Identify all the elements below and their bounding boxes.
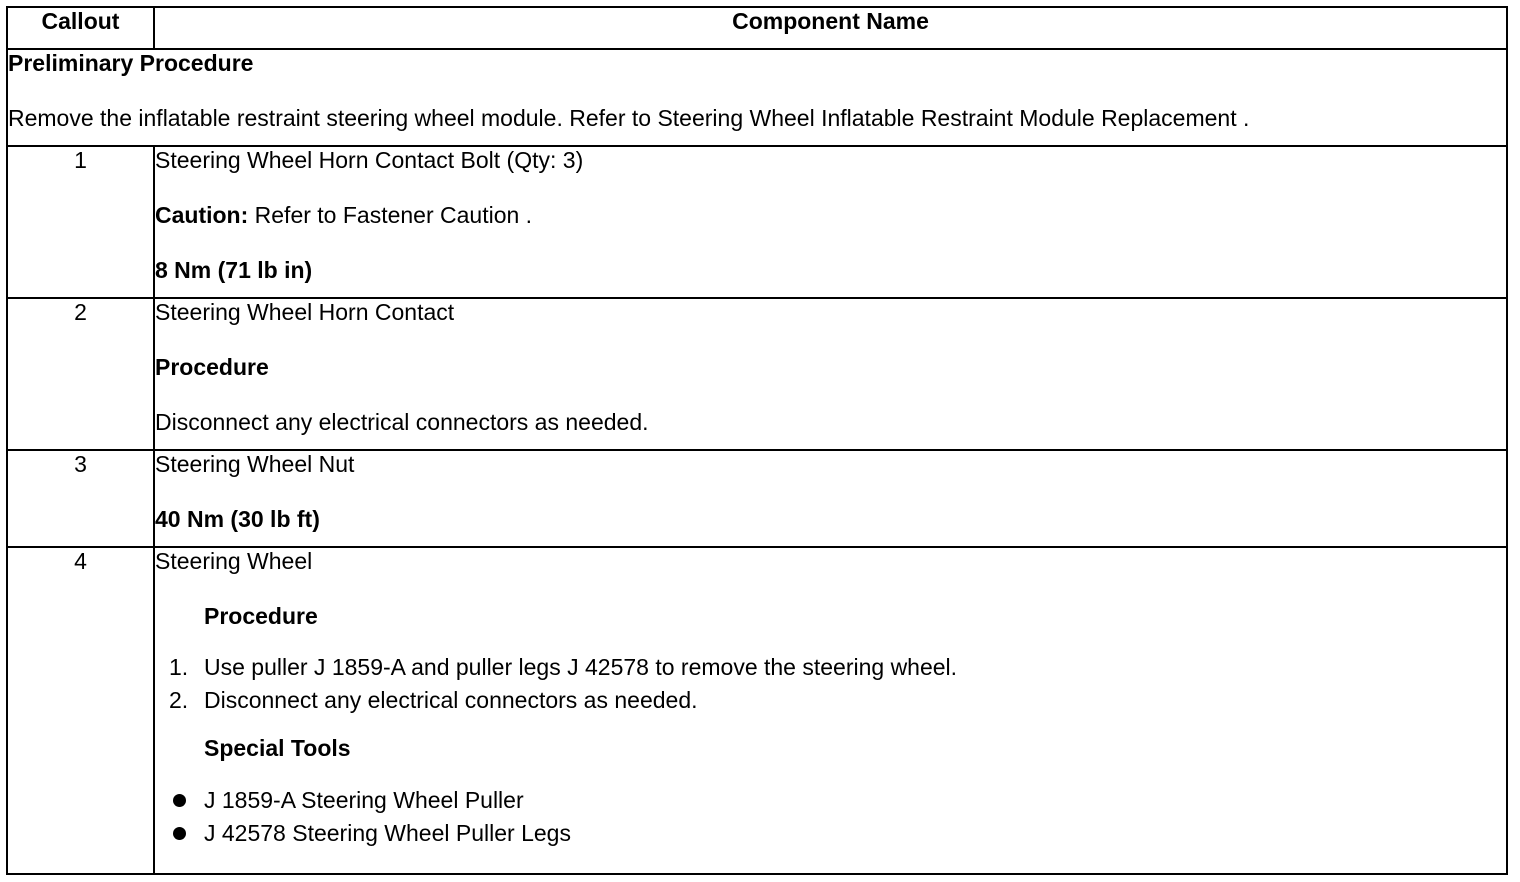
torque-spec: 40 Nm (30 lb ft) <box>155 506 320 532</box>
tool-text: J 42578 Steering Wheel Puller Legs <box>204 820 571 846</box>
callout-header: Callout <box>7 7 154 49</box>
procedure-label: Procedure <box>204 603 318 629</box>
preliminary-row <box>7 49 1507 146</box>
procedure-text: Disconnect any electrical connectors as needed. <box>155 409 649 435</box>
preliminary-text: Remove the inflatable restraint steering wheel module. Refer to Steering Wheel Inflatable Restraint Module Replacement . <box>8 105 1250 131</box>
table-row <box>7 547 1507 874</box>
step-text: Use puller J 1859-A and puller legs J 42578 to remove the steering wheel. <box>204 654 958 680</box>
component-name: Steering Wheel Horn Contact Bolt (Qty: 3) <box>155 147 584 173</box>
table-row <box>7 146 1507 298</box>
torque-spec: 8 Nm (71 lb in) <box>155 257 313 283</box>
caution-label: Caution: <box>155 202 249 228</box>
component-name: Steering Wheel Horn Contact <box>155 299 455 325</box>
procedure-table <box>6 6 1508 875</box>
component-cell <box>154 298 1507 450</box>
bullet-icon <box>173 794 186 807</box>
component-cell <box>154 450 1507 547</box>
component-name-header: Component Name <box>154 7 1507 49</box>
header-row <box>7 7 1507 49</box>
table-row <box>7 298 1507 450</box>
component-name: Steering Wheel <box>155 548 313 574</box>
callout-number: 2 <box>7 298 154 450</box>
caution-line <box>155 202 1506 228</box>
callout-number: 1 <box>7 146 154 298</box>
tool-text: J 1859-A Steering Wheel Puller <box>204 787 524 813</box>
special-tools-label: Special Tools <box>204 735 351 761</box>
component-cell <box>154 146 1507 298</box>
step-number: 1. <box>169 654 189 680</box>
procedure-label: Procedure <box>155 354 269 380</box>
callout-number: 3 <box>7 450 154 547</box>
preliminary-title: Preliminary Procedure <box>8 50 254 76</box>
special-tool-item <box>155 784 1506 817</box>
procedure-step <box>155 684 1506 717</box>
table-row <box>7 450 1507 547</box>
step-text: Disconnect any electrical connectors as needed. <box>204 687 698 713</box>
component-cell <box>154 547 1507 874</box>
procedure-step <box>155 651 1506 684</box>
special-tool-item <box>155 817 1506 850</box>
callout-number: 4 <box>7 547 154 874</box>
component-name: Steering Wheel Nut <box>155 451 355 477</box>
caution-text: Refer to Fastener Caution . <box>248 202 533 228</box>
bullet-icon <box>173 827 186 840</box>
preliminary-cell <box>7 49 1507 146</box>
step-number: 2. <box>169 687 189 713</box>
